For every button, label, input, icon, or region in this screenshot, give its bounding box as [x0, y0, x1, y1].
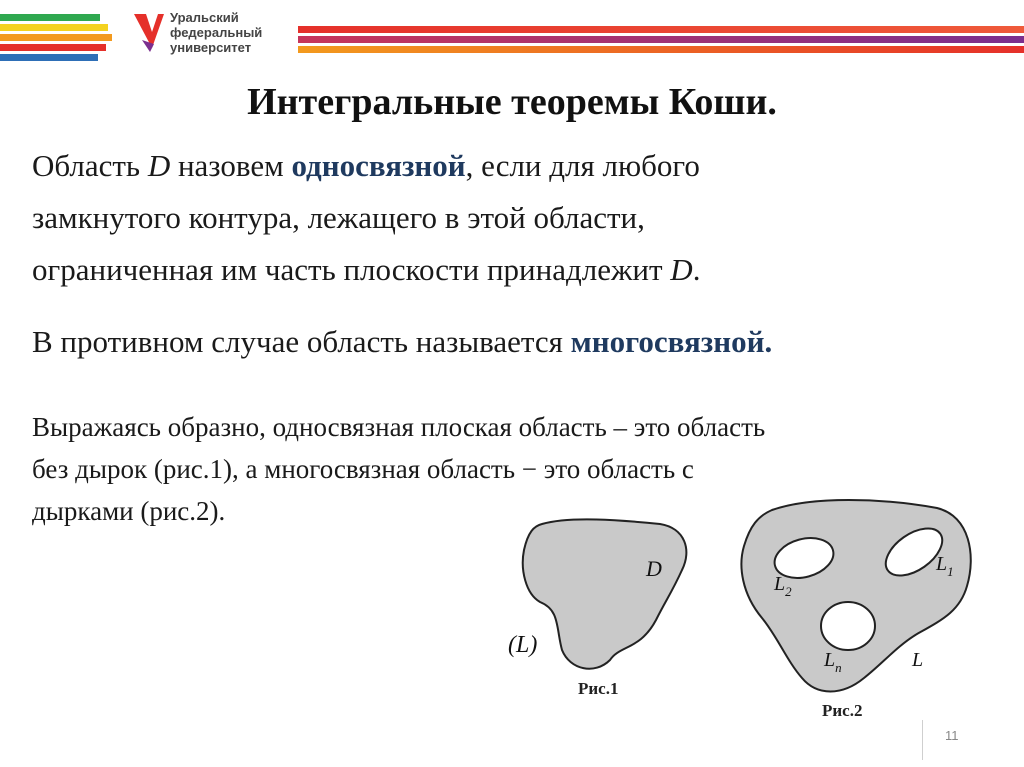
stripe-orange [0, 34, 112, 41]
contour-label-l: (L) [508, 632, 538, 658]
slide-title: Интегральные теоремы Коши. [247, 81, 777, 123]
figurative-line-3: дырками (рис.2). [32, 496, 226, 526]
definition-line-2: замкнутого контура, лежащего в этой области, [32, 200, 645, 235]
term-multiply-connected: многосвязной. [570, 324, 773, 359]
simply-connected-region [523, 519, 687, 668]
figurative-line-2: без дырок (рис.1), а многосвязная область − это область с [32, 454, 694, 484]
stripe-blue [0, 54, 98, 61]
stripe-right-purple [298, 36, 1024, 43]
university-logo-icon [132, 10, 166, 56]
figurative-line-1: Выражаясь образно, односвязная плоская область – это область [32, 412, 766, 442]
university-name-line-3: университет [170, 40, 252, 55]
region-label-d: D [646, 556, 662, 581]
university-name-line-1: Уральский [170, 10, 239, 25]
term-simply-connected: односвязной [291, 148, 466, 183]
label-l2: $L_2$ [774, 573, 792, 599]
hole-ln [821, 602, 875, 650]
stripe-green [0, 14, 100, 21]
figure-1-caption: Рис.1 [578, 679, 619, 698]
figure-2-caption: Рис.2 [822, 701, 863, 720]
stripe-right-orange [298, 46, 1024, 53]
definition-text: ограниченная им часть плоскости принадлежит [32, 252, 671, 287]
figure-1 [500, 510, 700, 720]
multiply-connected-region [741, 500, 970, 692]
region-variable: D [670, 252, 693, 287]
stripe-yellow [0, 24, 108, 31]
university-name [170, 10, 262, 55]
definition-paragraph [32, 140, 700, 296]
label-outer-l: L [912, 649, 924, 671]
definition-line-1 [32, 140, 700, 192]
definition-text: , если для любого [465, 148, 700, 183]
page-number: 11 [945, 728, 959, 743]
region-variable: D [147, 148, 171, 183]
figure-2 [732, 496, 982, 721]
definition-text: . [692, 252, 701, 287]
university-name-line-2: федеральный [170, 25, 263, 40]
multiply-connected-paragraph [32, 316, 772, 368]
label-ln: $L_n$ [824, 649, 842, 675]
page-number-divider [922, 720, 923, 760]
stripe-right-red [298, 26, 1024, 33]
paragraph-text: В противном случае область называется [32, 324, 571, 359]
definition-text: Область [32, 148, 148, 183]
definition-line-3 [32, 244, 700, 296]
label-l1: $L_1$ [936, 553, 954, 579]
stripe-red [0, 44, 106, 51]
definition-text: назовем [170, 148, 292, 183]
